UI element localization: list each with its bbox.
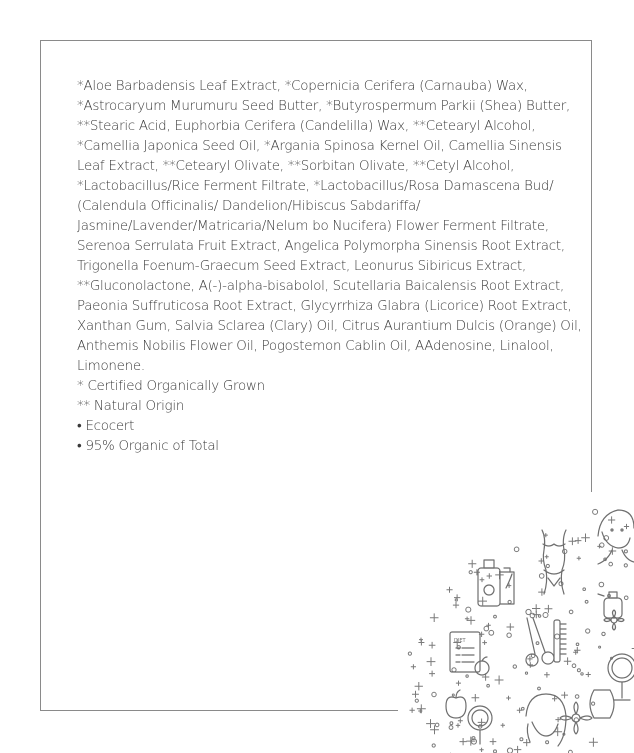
ingredient-line: Anthemis Nobilis Flower Oil, Pogostemon Cablin Oil, AAdenosine, Linalool, [77,339,554,354]
sparkle-icon [624,524,629,529]
dot-icon [609,562,613,566]
dot-icon [602,632,605,635]
sparkle-icon [501,723,505,727]
sparkle-icon [589,738,598,747]
sparkle-icon [429,642,436,649]
sparkle-icon [480,577,485,582]
dot-icon [585,600,588,603]
dot-icon [536,642,539,645]
sparkle-icon [430,613,439,622]
dot-icon [449,726,453,730]
sparkle-icon [490,738,497,745]
sparkle-icon [575,537,582,544]
dot-icon [435,723,439,727]
dot-icon [583,588,586,591]
sparkle-icon [453,602,459,608]
dot-icon [487,684,490,687]
beauty-pattern-icon [398,492,634,753]
note-natural-origin: ** Natural Origin [77,399,185,414]
sparkle-icon [506,696,511,701]
dot-icon [513,665,516,668]
beauty-icons-illustration [398,492,634,753]
sparkle-icon [458,718,463,723]
dot-icon [586,629,590,633]
sparkle-icon [564,657,572,665]
note-certified-organic: * Certified Organically Grown [77,379,265,394]
dot-icon [522,707,525,710]
dot-icon [494,750,497,753]
dot-icon [624,596,628,600]
sparkle-icon [577,556,581,560]
sparkle-icon [514,746,522,753]
blossom-icon [604,610,624,630]
ingredient-line: Serenoa Serrulata Fruit Extract, Angelica Polymorpha Sinensis Root Extract, [77,239,565,254]
ingredient-line: *Lactobacillus/Rice Ferment Filtrate, *Lactobacillus/Rosa Damascena Bud/ [77,179,554,194]
sparkle-icon [507,623,515,631]
sparkle-icon [456,681,461,686]
dot-icon [546,564,549,567]
dot-icon [525,672,527,674]
dot-icon [599,582,604,587]
note-organic-percent: • 95% Organic of Total [77,439,219,454]
ingredient-line: **Gluconolactone, A(-)-alpha-bisabolol, Scutellaria Baicalensis Root Extract, [77,279,565,294]
ingredient-line: *Camellia Japonica Seed Oil, *Argania Spinosa Kernel Oil, Camellia Sinensis [77,139,562,154]
dot-icon [543,613,548,618]
ingredient-line: Leaf Extract, **Cetearyl Olivate, **Sorbitan Olivate, **Cetyl Alcohol, [77,159,515,174]
woman-face-icon [598,510,634,564]
dot-icon [432,692,436,696]
dot-icon [526,609,531,614]
dot-icon [484,626,489,631]
sparkle-icon [472,694,480,702]
sparkle-icon [467,616,475,624]
sparkle-icon [532,604,540,612]
dot-icon [581,673,583,675]
sparkle-icon [417,704,426,713]
sparkle-icon [482,640,487,645]
dot-icon [575,695,579,699]
dot-icon [450,722,453,725]
sparkle-icon [545,605,553,613]
dot-icon [520,738,523,741]
sparkle-icon [597,544,601,548]
sparkle-icon [429,671,435,677]
sparkle-icon [456,723,460,727]
ingredient-line: Trigonella Foenum-Graecum Seed Extract, Leonurus Sibiricus Extract, [77,259,527,274]
sparkle-icon [468,560,476,568]
vase-icon [590,690,614,718]
sparkle-icon [545,555,549,559]
dot-icon [415,699,418,702]
sparkle-icon [487,573,492,579]
sparkle-icon [412,691,419,698]
sparkle-icon [495,676,504,685]
sparkle-icon [561,692,568,699]
sparkle-icon [415,682,423,690]
dot-icon [469,571,472,574]
sparkle-icon [608,516,615,523]
dot-icon [546,741,549,744]
dot-icon [599,646,601,648]
ingredient-line: Jasmine/Lavender/Matricaria/Nelum bo Nucifera) Flower Ferment Filtrate, [77,219,549,234]
dot-icon [466,607,471,612]
sparkle-icon [586,672,591,677]
ingredient-line: Paeonia Suffruticosa Root Extract, Glycyrrhiza Glabra (Licorice) Root Extract, [77,299,572,314]
sparkle-icon [427,657,436,666]
sparkle-icon [419,638,423,642]
dot-icon [452,668,456,672]
ingredient-line: Limonene. [77,359,145,374]
cream-tube-icon [478,560,514,606]
dot-icon [489,630,494,635]
apple-icon [446,690,466,718]
sparkle-icon [474,569,480,575]
sparkle-icon [410,708,415,713]
dot-icon [555,634,560,639]
ingredient-line: *Aloe Barbadensis Leaf Extract, *Copernicia Cerifera (Carnauba) Wax, [77,79,528,94]
sparkle-icon [426,719,435,728]
dot-icon [494,615,497,618]
dot-icon [507,748,512,753]
note-ecocert: • Ecocert [77,419,135,434]
sparkle-icon [460,738,467,745]
dot-icon [624,550,627,553]
dot-icon [592,702,595,705]
sparkle-icon [479,748,483,752]
dot-icon [514,547,519,552]
dot-icon [507,633,511,637]
dot-icon [577,669,580,672]
sparkle-icon [411,664,416,669]
comb-icon [554,620,566,662]
dot-icon [455,599,457,601]
diet-label: DIET [454,638,466,644]
ingredient-line: Xanthan Gum, Salvia Sclarea (Clary) Oil, Citrus Aurantium Dulcis (Orange) Oil, [77,319,582,334]
dot-icon [624,564,627,567]
dot-icon [508,600,511,603]
sparkle-icon [447,587,453,593]
sparkle-icon [569,537,577,545]
dot-icon [593,509,598,514]
ingredient-line: *Astrocaryum Murumuru Seed Butter, *Butyrospermum Parkii (Shea) Butter, [77,99,570,114]
sparkle-icon [544,672,550,678]
ingredient-line: **Stearic Acid, Euphorbia Cerifera (Candelilla) Wax, **Cetearyl Alcohol, [77,119,536,134]
dot-icon [538,615,540,617]
dot-icon [538,687,541,690]
ingredients-list [77,77,582,457]
dot-icon [466,675,468,677]
dot-icon [452,694,454,696]
dot-icon [539,574,544,579]
dot-icon [432,744,435,747]
ingredient-line: (Calendula Officinalis/ Dandelion/Hibiscus Sabdariffa/ [77,199,421,214]
dot-icon [408,652,411,655]
sparkle-icon [581,534,590,543]
dot-icon [572,664,576,668]
dot-icon [576,643,579,646]
sparkle-icon [478,597,487,606]
dot-icon [569,610,573,614]
